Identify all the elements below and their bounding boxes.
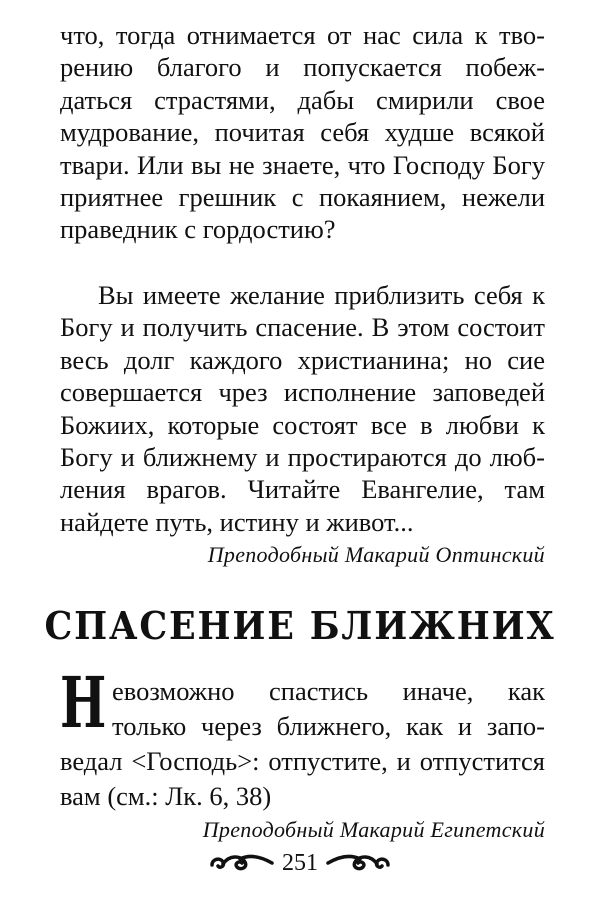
- ornament-left-icon: [210, 851, 274, 877]
- section-heading: СПАСЕНИЕ БЛИЖНИХ: [44, 603, 556, 648]
- text-line: Вы имеете желание приблизить себя к: [98, 280, 545, 310]
- paragraph-3-indented: [112, 674, 545, 744]
- text-line: евозможно спастись иначе, как: [112, 676, 545, 706]
- paragraph-2: [60, 279, 545, 538]
- text-line: ведал <Господь>: отпустите, и отпустится: [60, 746, 545, 776]
- text-line: только через ближнего, как и запо-: [112, 711, 545, 741]
- text-line: совершается чрез исполнение заповедей: [60, 377, 545, 408]
- text-line: вам (см.: Лк. 6, 38): [60, 781, 272, 811]
- text-line: мудрование, почитая себя худше всякой: [60, 117, 545, 148]
- ornament-right-icon: [326, 851, 390, 877]
- text-line: Богу и ближнему и простираются до люб-: [60, 441, 545, 472]
- text-line: весь долг каждого христианина; но сие: [60, 344, 545, 375]
- text-line: что, тогда отнимается от нас сила к тво-: [60, 20, 545, 50]
- text-line: твари. Или вы не знаете, что Господу Богу: [60, 149, 545, 180]
- attribution: Преподобный Макарий Египетский: [202, 817, 545, 842]
- text-line: Божиих, которые состоят все в любви к: [60, 409, 545, 440]
- text-line: даться страстями, дабы смирили свое: [60, 84, 545, 115]
- page-footer: [0, 850, 600, 877]
- text-line: приятнее грешник с покаянием, нежели: [60, 181, 545, 212]
- attribution: Преподобный Макарий Оптинский: [207, 542, 545, 567]
- paragraph-1: [60, 19, 545, 246]
- text-line: Богу и получить спасение. В этом состоит: [60, 312, 545, 343]
- text-line: рению благого и попускается побеж-: [60, 52, 545, 83]
- paragraph-3: [60, 744, 545, 814]
- drop-cap: Н: [60, 661, 107, 744]
- page-number: 251: [282, 850, 318, 876]
- text-line: найдете путь, истину и живот...: [60, 506, 414, 537]
- text-line: праведник с гордостию?: [60, 214, 336, 245]
- text-line: ления врагов. Читайте Евангелие, там: [60, 474, 545, 505]
